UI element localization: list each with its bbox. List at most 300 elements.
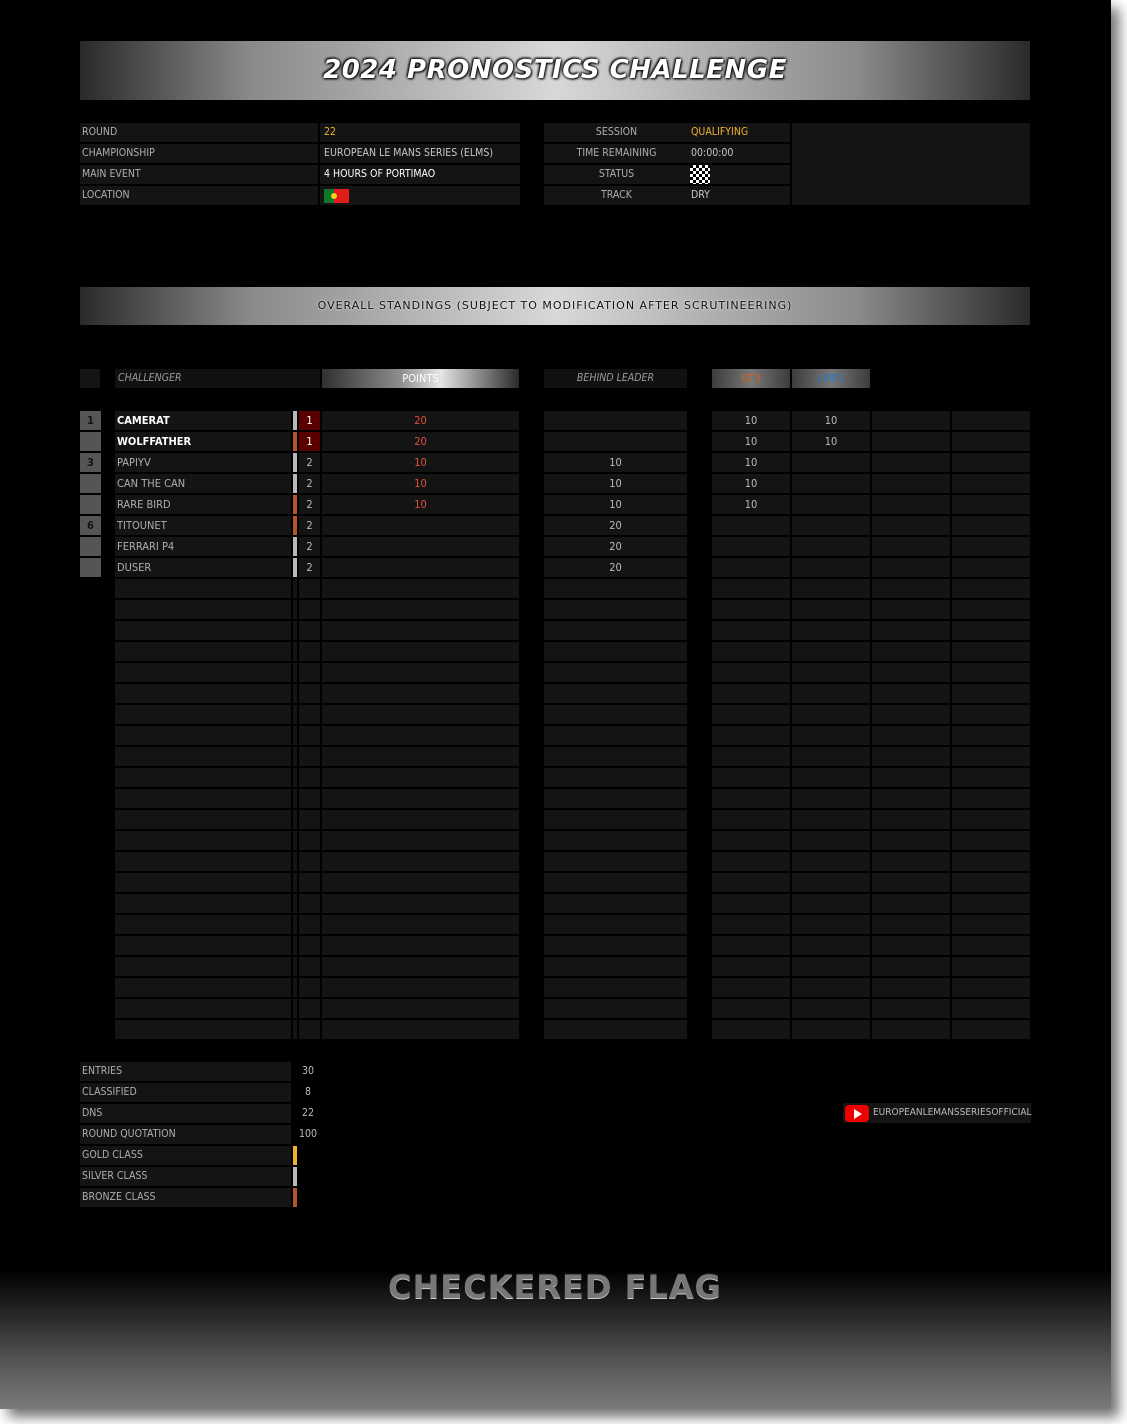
empty-cell bbox=[544, 642, 687, 661]
class-ribbon bbox=[293, 495, 297, 514]
challenger-name: FERRARI P4 bbox=[115, 537, 291, 556]
empty-cell bbox=[115, 663, 291, 682]
empty-cell bbox=[712, 747, 790, 766]
empty-cell bbox=[544, 810, 687, 829]
empty-cell bbox=[299, 831, 320, 850]
gt3-points-cell: 10 bbox=[712, 411, 790, 430]
empty-cell bbox=[872, 474, 950, 493]
empty-cell bbox=[115, 789, 291, 808]
pronostic-count: 2 bbox=[299, 516, 320, 535]
challenger-name: TITOUNET bbox=[115, 516, 291, 535]
empty-cell bbox=[322, 831, 519, 850]
empty-cell bbox=[299, 810, 320, 829]
empty-cell bbox=[712, 642, 790, 661]
classified-label: CLASSIFIED bbox=[80, 1083, 291, 1102]
main-event-label: MAIN EVENT bbox=[80, 165, 318, 184]
empty-cell bbox=[792, 915, 870, 934]
empty-cell bbox=[115, 726, 291, 745]
lmp2-points-cell bbox=[792, 537, 870, 556]
empty-cell bbox=[322, 705, 519, 724]
empty-cell bbox=[293, 873, 297, 892]
empty-cell bbox=[293, 894, 297, 913]
empty-cell bbox=[872, 810, 950, 829]
empty-cell bbox=[115, 684, 291, 703]
empty-cell bbox=[322, 600, 519, 619]
pronostic-count: 2 bbox=[299, 558, 320, 577]
empty-cell bbox=[299, 747, 320, 766]
checkered-flag-icon bbox=[690, 165, 710, 184]
points-cell: 20 bbox=[322, 432, 519, 451]
empty-cell bbox=[952, 537, 1030, 556]
empty-cell bbox=[115, 579, 291, 598]
empty-cell bbox=[544, 705, 687, 724]
empty-cell bbox=[712, 1020, 790, 1039]
class-ribbon bbox=[293, 516, 297, 535]
empty-cell bbox=[115, 621, 291, 640]
time-remaining-label: TIME REMAINING bbox=[544, 144, 687, 163]
empty-cell bbox=[299, 1020, 320, 1039]
empty-cell bbox=[872, 579, 950, 598]
stats-block bbox=[80, 1062, 320, 1208]
gt3-header: GT3 bbox=[712, 369, 790, 388]
empty-cell bbox=[299, 999, 320, 1018]
session-info bbox=[544, 123, 790, 207]
empty-cell bbox=[792, 852, 870, 871]
empty-cell bbox=[952, 768, 1030, 787]
empty-cell bbox=[792, 873, 870, 892]
pronostic-count: 2 bbox=[299, 474, 320, 493]
empty-cell bbox=[299, 684, 320, 703]
empty-cell bbox=[322, 684, 519, 703]
standings-title: OVERALL STANDINGS (SUBJECT TO MODIFICATION AFTER SCRUTINEERING) bbox=[317, 299, 793, 312]
empty-cell bbox=[544, 768, 687, 787]
pronostic-count: 1 bbox=[299, 432, 320, 451]
class-ribbon bbox=[293, 537, 297, 556]
empty-cell bbox=[299, 726, 320, 745]
empty-cell bbox=[299, 768, 320, 787]
youtube-icon bbox=[845, 1105, 869, 1122]
empty-cell bbox=[544, 894, 687, 913]
bronze-class-swatch bbox=[293, 1188, 297, 1207]
empty-cell bbox=[115, 999, 291, 1018]
empty-cell bbox=[322, 873, 519, 892]
empty-cell bbox=[322, 663, 519, 682]
empty-cell bbox=[872, 978, 950, 997]
track-label: TRACK bbox=[544, 186, 687, 205]
empty-cell bbox=[952, 642, 1030, 661]
empty-cell bbox=[293, 789, 297, 808]
empty-cell bbox=[712, 852, 790, 871]
empty-cell bbox=[712, 915, 790, 934]
empty-cell bbox=[299, 600, 320, 619]
empty-cell bbox=[872, 747, 950, 766]
gt3-points-cell bbox=[712, 558, 790, 577]
dns-label: DNS bbox=[80, 1104, 291, 1123]
event-info bbox=[80, 123, 520, 207]
class-ribbon bbox=[293, 453, 297, 472]
empty-cell bbox=[322, 852, 519, 871]
empty-cell bbox=[293, 957, 297, 976]
empty-cell bbox=[872, 831, 950, 850]
empty-cell bbox=[712, 579, 790, 598]
empty-cell bbox=[712, 894, 790, 913]
info-panel bbox=[792, 123, 1030, 205]
empty-cell bbox=[872, 684, 950, 703]
empty-cell bbox=[544, 957, 687, 976]
lmp2-points-cell bbox=[792, 474, 870, 493]
gt3-points-cell: 10 bbox=[712, 474, 790, 493]
status-value bbox=[687, 165, 790, 184]
challenger-name: PAPIYV bbox=[115, 453, 291, 472]
empty-cell bbox=[299, 852, 320, 871]
empty-cell bbox=[322, 978, 519, 997]
position-box: 3 bbox=[80, 453, 101, 472]
points-cell bbox=[322, 558, 519, 577]
position-box: 6 bbox=[80, 516, 101, 535]
empty-cell bbox=[322, 915, 519, 934]
empty-cell bbox=[952, 789, 1030, 808]
empty-cell bbox=[544, 747, 687, 766]
gt3-points-cell: 10 bbox=[712, 495, 790, 514]
lmp2-points-cell bbox=[792, 495, 870, 514]
empty-cell bbox=[712, 978, 790, 997]
empty-cell bbox=[792, 999, 870, 1018]
lmp2-points-cell bbox=[792, 453, 870, 472]
empty-cell bbox=[872, 894, 950, 913]
empty-cell bbox=[712, 663, 790, 682]
entries-value: 30 bbox=[301, 1065, 315, 1077]
empty-cell bbox=[952, 411, 1030, 430]
empty-cell bbox=[115, 936, 291, 955]
empty-cell bbox=[792, 957, 870, 976]
empty-cell bbox=[299, 663, 320, 682]
empty-cell bbox=[322, 999, 519, 1018]
gold-class-swatch bbox=[293, 1146, 297, 1165]
round-label: ROUND bbox=[80, 123, 318, 142]
empty-cell bbox=[792, 747, 870, 766]
gold-class-label: GOLD CLASS bbox=[80, 1146, 291, 1165]
empty-cell bbox=[952, 495, 1030, 514]
pos-header bbox=[80, 369, 100, 388]
empty-cell bbox=[544, 936, 687, 955]
points-cell: 10 bbox=[322, 453, 519, 472]
silver-class-label: SILVER CLASS bbox=[80, 1167, 291, 1186]
empty-cell bbox=[293, 600, 297, 619]
position-box bbox=[80, 432, 101, 451]
empty-cell bbox=[872, 642, 950, 661]
empty-cell bbox=[544, 600, 687, 619]
empty-cell bbox=[952, 600, 1030, 619]
empty-cell bbox=[872, 915, 950, 934]
empty-cell bbox=[952, 663, 1030, 682]
empty-cell bbox=[952, 873, 1030, 892]
empty-cell bbox=[322, 957, 519, 976]
empty-cell bbox=[293, 936, 297, 955]
empty-cell bbox=[872, 1020, 950, 1039]
empty-cell bbox=[792, 579, 870, 598]
empty-cell bbox=[872, 516, 950, 535]
empty-cell bbox=[952, 516, 1030, 535]
location-value bbox=[320, 186, 520, 205]
entries-label: ENTRIES bbox=[80, 1062, 291, 1081]
empty-cell bbox=[872, 453, 950, 472]
behind-leader-cell: 10 bbox=[544, 474, 687, 493]
empty-cell bbox=[293, 915, 297, 934]
empty-cell bbox=[952, 852, 1030, 871]
empty-cell bbox=[952, 915, 1030, 934]
empty-cell bbox=[299, 705, 320, 724]
empty-cell bbox=[872, 999, 950, 1018]
position-box bbox=[80, 537, 101, 556]
empty-cell bbox=[872, 768, 950, 787]
empty-cell bbox=[544, 873, 687, 892]
championship-label: CHAMPIONSHIP bbox=[80, 144, 318, 163]
challenger-name: RARE BIRD bbox=[115, 495, 291, 514]
empty-cell bbox=[322, 579, 519, 598]
empty-cell bbox=[299, 621, 320, 640]
points-cell bbox=[322, 537, 519, 556]
empty-cell bbox=[293, 642, 297, 661]
class-ribbon bbox=[293, 432, 297, 451]
pronostic-count: 2 bbox=[299, 537, 320, 556]
silver-class-swatch bbox=[293, 1167, 297, 1186]
empty-cell bbox=[792, 684, 870, 703]
empty-cell bbox=[299, 978, 320, 997]
empty-cell bbox=[792, 621, 870, 640]
challenger-name: CAMERAT bbox=[115, 411, 291, 430]
points-cell: 10 bbox=[322, 474, 519, 493]
main-event-value: 4 HOURS OF PORTIMAO bbox=[320, 165, 520, 184]
empty-cell bbox=[712, 684, 790, 703]
empty-cell bbox=[293, 768, 297, 787]
empty-cell bbox=[115, 852, 291, 871]
empty-cell bbox=[544, 999, 687, 1018]
empty-cell bbox=[792, 600, 870, 619]
empty-cell bbox=[872, 411, 950, 430]
challenger-name: WOLFFATHER bbox=[115, 432, 291, 451]
points-cell bbox=[322, 516, 519, 535]
empty-cell bbox=[293, 747, 297, 766]
empty-cell bbox=[544, 663, 687, 682]
youtube-channel: EUROPEANLEMANSSERIESOFFICIAL bbox=[873, 1107, 1032, 1118]
class-ribbon bbox=[293, 474, 297, 493]
empty-cell bbox=[792, 1020, 870, 1039]
empty-cell bbox=[544, 915, 687, 934]
empty-cell bbox=[299, 579, 320, 598]
empty-cell bbox=[322, 768, 519, 787]
round-value: 22 bbox=[320, 123, 520, 142]
empty-cell bbox=[293, 621, 297, 640]
page-title: 2024 PRONOSTICS CHALLENGE bbox=[323, 55, 787, 85]
empty-cell bbox=[952, 621, 1030, 640]
empty-cell bbox=[872, 621, 950, 640]
lmp2-header: LMP2 bbox=[792, 369, 870, 388]
empty-cell bbox=[293, 579, 297, 598]
challenger-name: CAN THE CAN bbox=[115, 474, 291, 493]
empty-cell bbox=[872, 558, 950, 577]
empty-cell bbox=[115, 894, 291, 913]
empty-cell bbox=[712, 810, 790, 829]
behind-leader-cell: 10 bbox=[544, 453, 687, 472]
position-box bbox=[80, 558, 101, 577]
pronostic-count: 1 bbox=[299, 411, 320, 430]
empty-cell bbox=[712, 831, 790, 850]
empty-cell bbox=[322, 726, 519, 745]
empty-cell bbox=[952, 894, 1030, 913]
empty-cell bbox=[792, 663, 870, 682]
empty-cell bbox=[299, 894, 320, 913]
standings-banner bbox=[80, 287, 1030, 325]
round-quotation-value: 100 bbox=[298, 1128, 318, 1140]
empty-cell bbox=[299, 873, 320, 892]
empty-cell bbox=[115, 705, 291, 724]
empty-cell bbox=[872, 537, 950, 556]
behind-leader-cell: 10 bbox=[544, 495, 687, 514]
empty-cell bbox=[115, 978, 291, 997]
empty-cell bbox=[322, 642, 519, 661]
empty-cell bbox=[115, 747, 291, 766]
empty-cell bbox=[293, 705, 297, 724]
empty-cell bbox=[322, 894, 519, 913]
class-ribbon bbox=[293, 558, 297, 577]
bronze-class-label: BRONZE CLASS bbox=[80, 1188, 291, 1207]
empty-cell bbox=[792, 936, 870, 955]
empty-cell bbox=[544, 852, 687, 871]
lmp2-points-cell bbox=[792, 516, 870, 535]
behind-leader-cell bbox=[544, 411, 687, 430]
session-value: QUALIFYING bbox=[687, 123, 790, 142]
empty-cell bbox=[115, 873, 291, 892]
points-cell: 20 bbox=[322, 411, 519, 430]
empty-cell bbox=[712, 936, 790, 955]
empty-cell bbox=[293, 999, 297, 1018]
empty-cell bbox=[952, 453, 1030, 472]
empty-cell bbox=[115, 600, 291, 619]
empty-cell bbox=[952, 810, 1030, 829]
empty-cell bbox=[952, 999, 1030, 1018]
empty-cell bbox=[293, 726, 297, 745]
empty-cell bbox=[293, 663, 297, 682]
lmp2-points-cell: 10 bbox=[792, 411, 870, 430]
status-label: STATUS bbox=[544, 165, 687, 184]
empty-cell bbox=[712, 789, 790, 808]
empty-cell bbox=[872, 957, 950, 976]
empty-cell bbox=[792, 768, 870, 787]
empty-cell bbox=[952, 831, 1030, 850]
empty-cell bbox=[712, 873, 790, 892]
empty-cell bbox=[544, 831, 687, 850]
empty-cell bbox=[322, 936, 519, 955]
empty-cell bbox=[544, 684, 687, 703]
gt3-points-cell: 10 bbox=[712, 432, 790, 451]
location-label: LOCATION bbox=[80, 186, 318, 205]
empty-cell bbox=[712, 726, 790, 745]
behind-leader-cell: 20 bbox=[544, 558, 687, 577]
empty-cell bbox=[872, 936, 950, 955]
pronostic-count: 2 bbox=[299, 453, 320, 472]
pronostic-count: 2 bbox=[299, 495, 320, 514]
dns-value: 22 bbox=[301, 1107, 315, 1119]
time-remaining-value: 00:00:00 bbox=[687, 144, 790, 163]
empty-cell bbox=[299, 915, 320, 934]
empty-cell bbox=[293, 1020, 297, 1039]
empty-cell bbox=[952, 684, 1030, 703]
empty-cell bbox=[952, 1020, 1030, 1039]
empty-cell bbox=[952, 726, 1030, 745]
empty-cell bbox=[872, 705, 950, 724]
youtube-link[interactable] bbox=[843, 1103, 1031, 1123]
empty-cell bbox=[712, 705, 790, 724]
empty-cell bbox=[872, 726, 950, 745]
empty-cell bbox=[952, 705, 1030, 724]
classified-value: 8 bbox=[304, 1086, 311, 1098]
empty-cell bbox=[952, 474, 1030, 493]
empty-cell bbox=[299, 789, 320, 808]
empty-cell bbox=[299, 642, 320, 661]
gt3-points-cell: 10 bbox=[712, 453, 790, 472]
empty-cell bbox=[792, 789, 870, 808]
session-label: SESSION bbox=[544, 123, 687, 142]
empty-cell bbox=[792, 810, 870, 829]
track-value: DRY bbox=[687, 186, 790, 205]
empty-cell bbox=[712, 768, 790, 787]
empty-cell bbox=[115, 810, 291, 829]
empty-cell bbox=[792, 642, 870, 661]
empty-cell bbox=[872, 600, 950, 619]
empty-cell bbox=[952, 558, 1030, 577]
empty-cell bbox=[792, 978, 870, 997]
round-quotation-label: ROUND QUOTATION bbox=[80, 1125, 291, 1144]
behind-leader-cell bbox=[544, 432, 687, 451]
empty-cell bbox=[322, 747, 519, 766]
empty-cell bbox=[712, 999, 790, 1018]
empty-cell bbox=[952, 747, 1030, 766]
empty-cell bbox=[322, 789, 519, 808]
empty-cell bbox=[299, 957, 320, 976]
portugal-flag-icon bbox=[324, 189, 349, 203]
points-header: POINTS bbox=[322, 369, 519, 388]
empty-cell bbox=[293, 852, 297, 871]
title-banner bbox=[80, 41, 1030, 100]
empty-cell bbox=[952, 936, 1030, 955]
empty-cell bbox=[544, 579, 687, 598]
empty-cell bbox=[322, 1020, 519, 1039]
empty-cell bbox=[712, 621, 790, 640]
empty-cell bbox=[322, 810, 519, 829]
empty-cell bbox=[872, 432, 950, 451]
empty-cell bbox=[792, 831, 870, 850]
empty-cell bbox=[544, 789, 687, 808]
empty-cell bbox=[952, 957, 1030, 976]
empty-cell bbox=[952, 579, 1030, 598]
empty-cell bbox=[872, 495, 950, 514]
empty-cell bbox=[872, 852, 950, 871]
gt3-points-cell bbox=[712, 516, 790, 535]
empty-cell bbox=[792, 894, 870, 913]
empty-cell bbox=[293, 684, 297, 703]
behind-leader-header: BEHIND LEADER bbox=[544, 369, 687, 388]
empty-cell bbox=[115, 915, 291, 934]
empty-cell bbox=[712, 957, 790, 976]
empty-cell bbox=[322, 621, 519, 640]
checkered-flag-logo: CHECKERED FLAG bbox=[388, 1268, 722, 1306]
empty-cell bbox=[299, 936, 320, 955]
empty-cell bbox=[293, 831, 297, 850]
empty-cell bbox=[115, 957, 291, 976]
empty-cell bbox=[792, 705, 870, 724]
empty-cell bbox=[544, 978, 687, 997]
empty-cell bbox=[293, 978, 297, 997]
